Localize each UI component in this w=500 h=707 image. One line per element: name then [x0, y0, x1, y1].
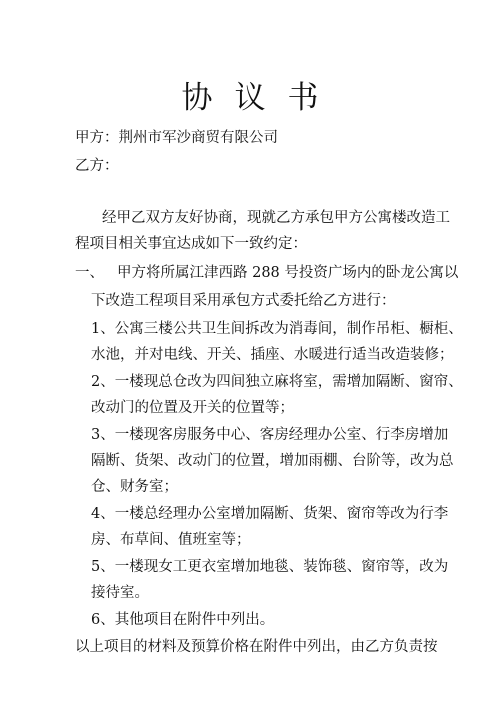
document-title: 协议书 — [181, 80, 341, 116]
item-4-line-2: 房、布草间、值班室等； — [91, 532, 251, 548]
item-2-line-1: 2、一楼现总仓改为四间独立麻将室，需增加隔断、窗帘、 — [91, 374, 463, 390]
item-5-line-2: 接待室。 — [91, 585, 149, 601]
item-3-line-3: 仓、财务室； — [91, 479, 178, 495]
clause-1-line-2: 下改造工程项目采用承包方式委托给乙方进行： — [91, 293, 396, 309]
item-3-line-1: 3、一楼现客房服务中心、客房经理办公室、行李房增加 — [91, 427, 449, 443]
item-2-line-2: 改动门的位置及开关的位置等； — [91, 400, 294, 416]
item-6-line: 6、其他项目在附件中列出。 — [91, 612, 275, 628]
party-a-line: 甲方：荆州市军沙商贸有限公司 — [75, 130, 278, 146]
item-1-line-2: 水池，并对电线、开关、插座、水暖进行适当改造装修； — [91, 347, 454, 363]
closing-line: 以上项目的材料及预算价格在附件中列出，由乙方负责按 — [75, 639, 438, 655]
intro-line-2: 程项目相关事宜达成如下一致约定： — [75, 236, 307, 252]
clause-1-number: 一、 — [75, 265, 104, 281]
item-4-line-1: 4、一楼总经理办公室增加隔断、货架、窗帘等改为行李 — [91, 506, 449, 522]
party-b-line: 乙方： — [75, 158, 119, 174]
item-1-line-1: 1、公寓三楼公共卫生间拆改为消毒间，制作吊柜、橱柜、 — [91, 321, 463, 337]
clause-1-line-1: 甲方将所属江津西路 288 号投资广场内的卧龙公寓以 — [117, 265, 459, 281]
item-5-line-1: 5、一楼现女工更衣室增加地毯、装饰毯、窗帘等，改为 — [91, 559, 449, 575]
intro-line-1: 经甲乙双方友好协商，现就乙方承包甲方公寓楼改造工 — [102, 210, 450, 226]
item-3-line-2: 隔断、货架、改动门的位置，增加雨棚、台阶等，改为总 — [91, 453, 454, 469]
